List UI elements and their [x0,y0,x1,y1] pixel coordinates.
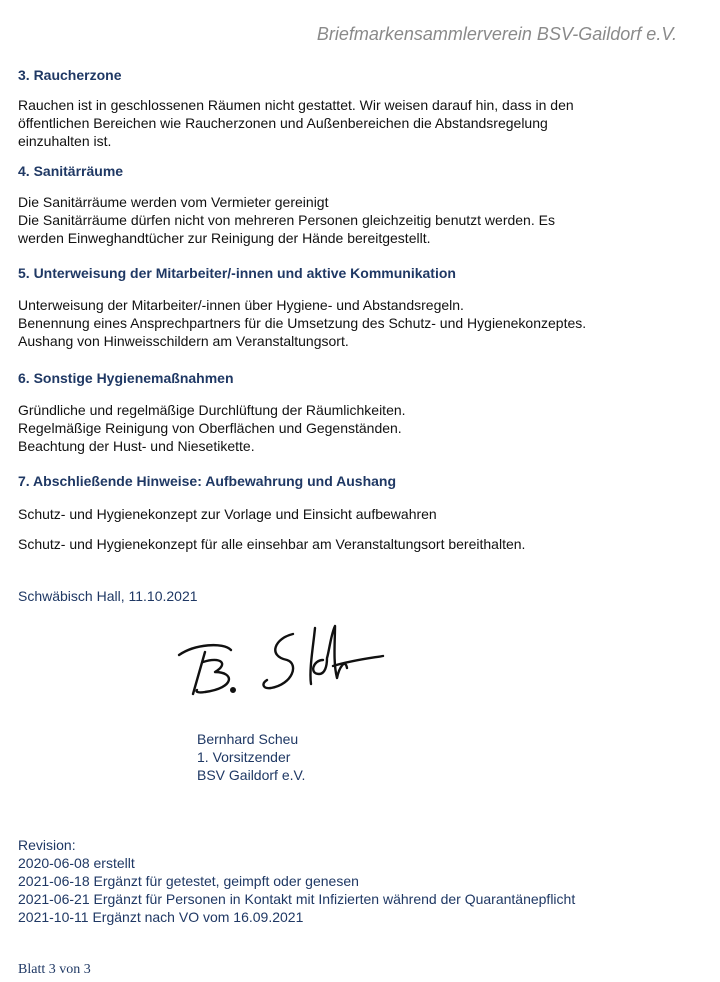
text-line: öffentlichen Bereichen wie Raucherzonen und Außenbereichen die Abstandsregelung [18,115,548,131]
text-line: Rauchen ist in geschlossenen Räumen nicht gestattet. Wir weisen darauf hin, dass in den [18,97,574,113]
section-text-hinweise-1 [18,505,437,523]
signatory-organization: BSV Gaildorf e.V. [197,767,306,783]
section-text-hinweise-2 [18,535,525,553]
revision-label: Revision: [18,837,76,853]
page-number: Blatt 3 von 3 [18,962,91,977]
text-line: einzuhalten ist. [18,133,112,149]
text-line: Beachtung der Hust- und Niesetikette. [18,438,255,454]
text-line: Unterweisung der Mitarbeiter/-innen über Hygiene- und Abstandsregeln. [18,297,464,313]
revision-history [18,836,575,926]
section-text-sanitaerraeume [18,193,555,247]
section-text-raucherzone [18,96,574,150]
revision-entry: 2021-10-11 Ergänzt nach VO vom 16.09.2021 [18,909,304,925]
text-line: Schutz- und Hygienekonzept zur Vorlage und Einsicht aufbewahren [18,506,437,522]
section-heading-sanitaerraeume: 4. Sanitärräume [18,163,124,179]
text-line: Schutz- und Hygienekonzept für alle einsehbar am Veranstaltungsort bereithalten. [18,536,526,552]
revision-entry: 2021-06-21 Ergänzt für Personen in Kontakt mit Infizierten während der Quarantänepflicht [18,891,576,907]
section-heading-hygienemassnahmen: 6. Sonstige Hygienemaßnahmen [18,370,234,386]
text-line: Die Sanitärräume werden vom Vermieter gereinigt [18,194,329,210]
signatory-block [197,730,305,784]
section-heading-unterweisung: 5. Unterweisung der Mitarbeiter/-innen und aktive Kommunikation [18,265,456,281]
text-line: Benennung eines Ansprechpartners für die Umsetzung des Schutz- und Hygienekonzeptes. [18,315,587,331]
text-line: Regelmäßige Reinigung von Oberflächen und Gegenständen. [18,420,402,436]
signatory-name: Bernhard Scheu [197,731,299,747]
section-heading-hinweise: 7. Abschließende Hinweise: Aufbewahrung und Aushang [18,473,397,489]
handwritten-signature [175,622,385,702]
place-date: Schwäbisch Hall, 11.10.2021 [18,588,198,604]
section-text-unterweisung [18,296,586,350]
signatory-role: 1. Vorsitzender [197,749,291,765]
text-line: Aushang von Hinweisschildern am Veranstaltungsort. [18,333,349,349]
text-line: Die Sanitärräume dürfen nicht von mehreren Personen gleichzeitig benutzt werden. Es [18,212,555,228]
section-text-hygienemassnahmen [18,401,406,455]
section-heading-raucherzone: 3. Raucherzone [18,67,122,83]
revision-entry: 2020-06-08 erstellt [18,855,135,871]
revision-entry: 2021-06-18 Ergänzt für getestet, geimpft oder genesen [18,873,359,889]
header-organization: Briefmarkensammlerverein BSV-Gaildorf e.V. [316,24,677,44]
text-line: Gründliche und regelmäßige Durchlüftung der Räumlichkeiten. [18,402,406,418]
text-line: werden Einweghandtücher zur Reinigung der Hände bereitgestellt. [18,230,431,246]
